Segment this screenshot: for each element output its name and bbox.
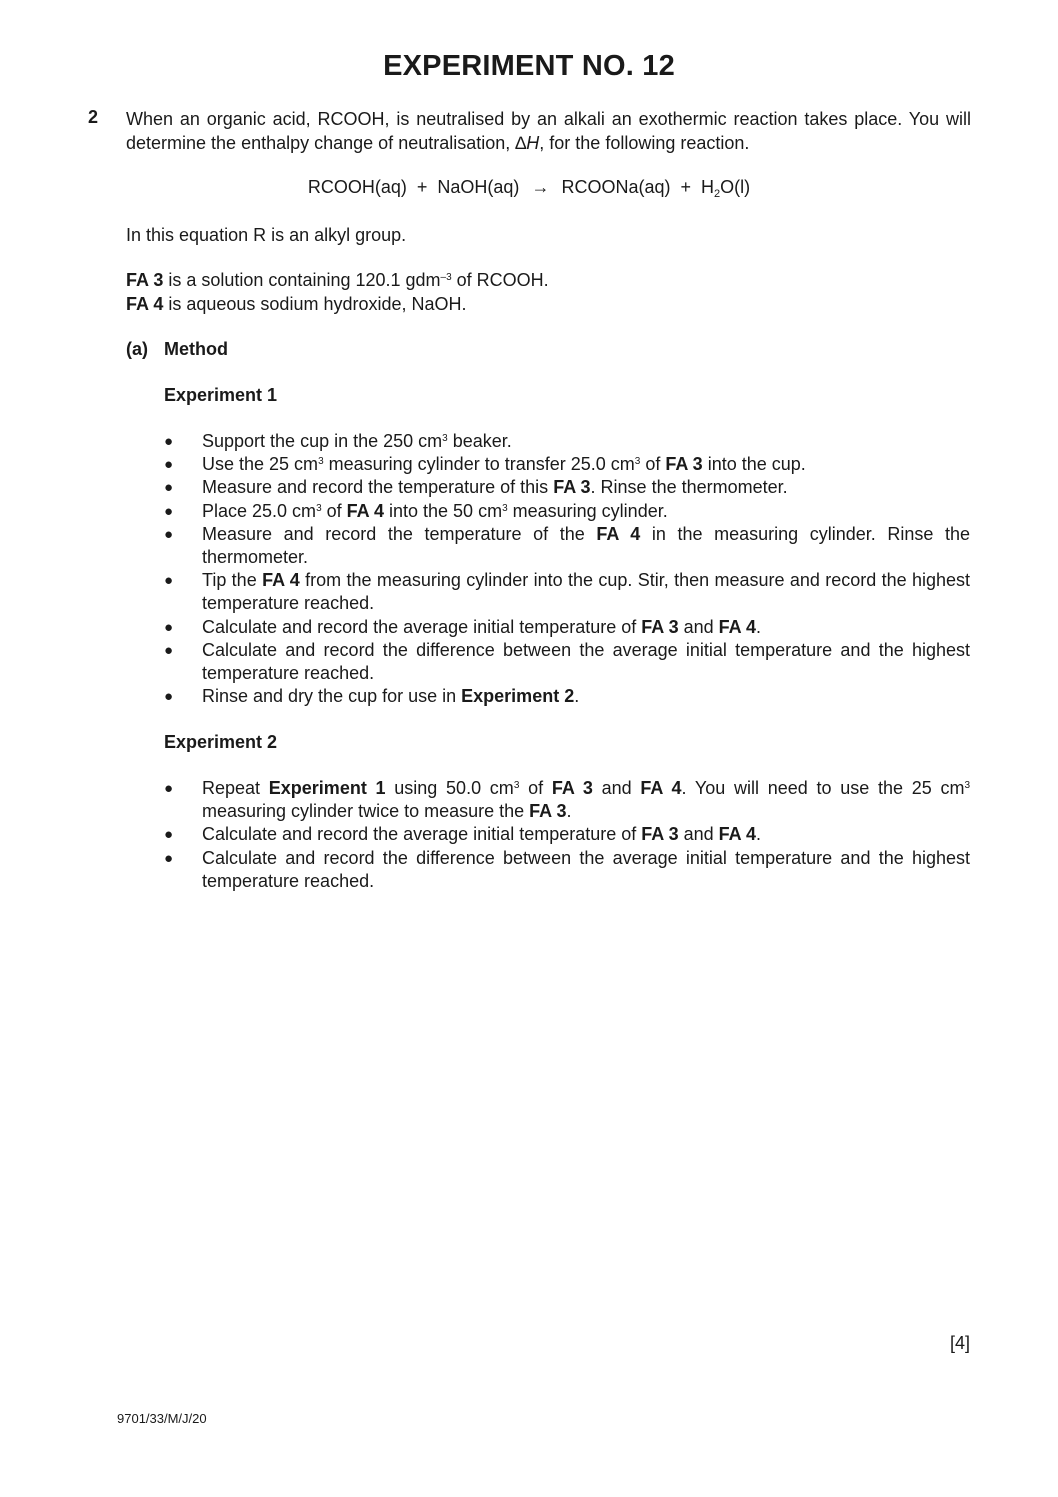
solution-label: FA 4 xyxy=(596,523,641,544)
bullet-icon: ● xyxy=(164,641,174,659)
step-text: Calculate and record the average initial temperature of xyxy=(202,824,642,845)
list-item xyxy=(164,500,970,523)
reactant-alkali: NaOH(aq) xyxy=(437,177,520,197)
bullet-icon: ● xyxy=(164,525,174,543)
step-text: of xyxy=(321,500,347,521)
bullet-icon: ● xyxy=(164,618,174,636)
intro-text-2: , for the following reaction. xyxy=(539,133,750,153)
step-text: of xyxy=(640,454,666,475)
solution-label: FA 4 xyxy=(640,778,682,798)
bullet-icon: ● xyxy=(164,849,174,867)
reaction-equation xyxy=(0,177,1058,198)
step-text: Calculate and record the difference between the average initial temperature and the highest temperature reached. xyxy=(202,847,970,891)
list-item xyxy=(164,639,970,685)
fa4-description xyxy=(126,292,467,316)
step-text: from the measuring cylinder into the cup. Stir, then measure and record the highest temperature reached. xyxy=(202,570,970,614)
step-text: and xyxy=(678,824,719,845)
step-text: into the 50 cm xyxy=(384,500,503,521)
solution-label: FA 3 xyxy=(665,454,703,475)
fa4-text: is aqueous sodium hydroxide, NaOH. xyxy=(163,294,467,314)
experiment-reference: Experiment 2 xyxy=(461,686,575,707)
product-salt: RCOONa(aq) xyxy=(561,177,671,197)
step-text: measuring cylinder to transfer 25.0 cm xyxy=(323,454,635,475)
list-item xyxy=(164,616,970,639)
step-text: beaker. xyxy=(447,431,512,451)
bullet-icon: ● xyxy=(164,479,174,497)
bullet-icon: ● xyxy=(164,502,174,520)
list-item xyxy=(164,847,970,893)
fa4-label: FA 4 xyxy=(126,294,164,314)
footer-paper-code: 9701/33/M/J/20 xyxy=(117,1411,207,1426)
bullet-icon: ● xyxy=(164,572,174,590)
step-text: in the measuring cylinder. Rinse the thermometer. xyxy=(202,523,970,568)
step-text: Measure and record the temperature of the xyxy=(202,523,597,544)
step-text: measuring cylinder twice to measure the xyxy=(202,801,530,822)
solution-label: FA 3 xyxy=(529,801,567,822)
list-item xyxy=(164,430,970,453)
step-text: and xyxy=(678,616,719,637)
step-text: into the cup. xyxy=(702,454,806,475)
alkyl-note: In this equation R is an alkyl group. xyxy=(126,225,407,245)
reaction-arrow: → xyxy=(531,177,550,197)
list-item xyxy=(164,569,970,615)
part-a-title: Method xyxy=(164,339,228,359)
superscript: 3 xyxy=(964,780,971,791)
step-text: Repeat xyxy=(202,778,269,798)
step-text: . xyxy=(756,616,762,637)
step-text: . xyxy=(756,824,762,845)
step-text: Support the cup in the 250 cm xyxy=(202,431,443,451)
part-a-heading xyxy=(126,339,228,360)
experiment-reference: Experiment 1 xyxy=(268,778,386,798)
solution-label: FA 4 xyxy=(262,570,300,591)
superscript: 3 xyxy=(442,433,448,444)
bullet-icon: ● xyxy=(164,688,174,706)
water-o: O(l) xyxy=(720,177,751,197)
solution-label: FA 3 xyxy=(553,477,591,498)
step-text: and xyxy=(592,778,641,798)
step-text: . xyxy=(574,686,580,707)
bullet-icon: ● xyxy=(164,433,174,450)
fa3-text-2: of RCOOH. xyxy=(451,270,549,290)
step-text: Use the 25 cm xyxy=(202,454,319,475)
fa3-description xyxy=(126,268,549,292)
page-title: EXPERIMENT NO. 12 xyxy=(383,50,675,82)
bullet-icon: ● xyxy=(164,456,174,474)
step-text: Place 25.0 cm xyxy=(202,500,317,521)
bullet-icon: ● xyxy=(164,780,174,797)
step-text: . Rinse the thermometer. xyxy=(590,477,788,498)
list-item xyxy=(164,777,970,823)
fa3-exponent: –3 xyxy=(440,272,452,283)
product-water xyxy=(701,177,751,200)
water-subscript: 2 xyxy=(714,188,721,200)
superscript: 3 xyxy=(502,502,508,514)
solution-label: FA 3 xyxy=(551,778,593,798)
intro-text-1: When an organic acid, RCOOH, is neutralised by an alkali an exothermic reaction takes place. You will determine the enthalpy change of neutralisation, xyxy=(126,109,971,153)
solution-label: FA 4 xyxy=(346,500,384,521)
solution-label: FA 4 xyxy=(718,616,757,637)
step-text: using 50.0 cm xyxy=(385,778,514,798)
experiment-2-heading: Experiment 2 xyxy=(164,732,278,752)
step-text: Rinse and dry the cup for use in xyxy=(202,686,462,707)
list-item xyxy=(164,823,970,846)
step-text: of xyxy=(519,778,552,798)
step-text: Tip the xyxy=(202,570,263,591)
delta-symbol: ∆ xyxy=(515,133,527,153)
part-a-label: (a) xyxy=(126,339,148,359)
question-intro xyxy=(126,107,971,155)
superscript: 3 xyxy=(316,502,322,514)
marks-allocation: [4] xyxy=(949,1333,970,1353)
solution-label: FA 3 xyxy=(641,616,679,637)
step-text: Calculate and record the average initial temperature of xyxy=(202,616,642,637)
experiment-1-steps xyxy=(164,430,970,708)
step-text: . xyxy=(566,801,572,822)
bullet-icon: ● xyxy=(164,826,174,844)
step-text: . You will need to use the 25 cm xyxy=(681,778,965,798)
step-text: Calculate and record the difference between the average initial temperature and the highest temperature reached. xyxy=(202,639,970,684)
step-text: measuring cylinder. xyxy=(507,500,668,521)
list-item xyxy=(164,523,970,569)
solution-label: FA 4 xyxy=(718,824,757,845)
superscript: 3 xyxy=(513,780,520,791)
plus-sign: + xyxy=(416,177,428,197)
experiment-1-heading: Experiment 1 xyxy=(164,385,278,405)
superscript: 3 xyxy=(318,456,324,468)
experiment-2-steps xyxy=(164,777,970,893)
enthalpy-symbol: H xyxy=(526,133,540,153)
fa3-label: FA 3 xyxy=(126,270,164,290)
step-text: Measure and record the temperature of this xyxy=(202,477,554,498)
solution-label: FA 3 xyxy=(641,824,679,845)
plus-sign: + xyxy=(680,177,692,197)
superscript: 3 xyxy=(634,456,641,468)
list-item xyxy=(164,453,970,476)
question-number: 2 xyxy=(88,107,99,127)
water-h: H xyxy=(701,177,715,197)
list-item xyxy=(164,685,970,708)
list-item xyxy=(164,476,970,499)
fa3-text: is a solution containing 120.1 gdm xyxy=(163,270,441,290)
reactant-acid: RCOOH(aq) xyxy=(307,177,407,197)
